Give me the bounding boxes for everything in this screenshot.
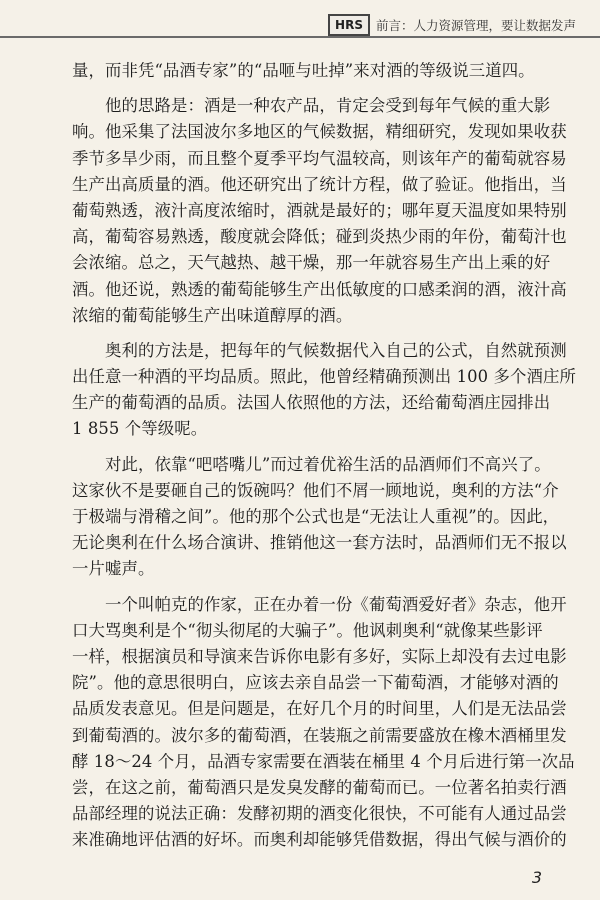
body-text [72,58,576,862]
text-line: 到葡萄酒的。波尔多的葡萄酒，在装瓶之前需要盛放在橡木酒桶里发 [72,725,567,745]
text-line: 出任意一种酒的平均品质。照此，他曾经精确预测出 100 多个酒庄所 [72,367,576,387]
text-line: 对此，依靠“吧嗒嘴儿”而过着优裕生活的品酒师们不高兴了。 [105,454,551,474]
text-line: 品部经理的说法正确：发酵初期的酒变化很快，不可能有人通过品尝 [72,804,567,824]
paragraph-5 [72,592,575,854]
paragraph-2 [72,93,567,329]
text-line: 生产出高质量的酒。他还研究出了统计方程，做了验证。他指出，当 [72,174,567,194]
text-line: 葡萄熟透，液汁高度浓缩时，酒就是最好的；哪年夏天温度如果特别 [72,200,567,220]
text-line: 1 855 个等级呢。 [72,419,208,439]
text-line: 于极端与滑稽之间”。他的那个公式也是“无法让人重视”的。因此， [72,507,560,526]
text-line: 他的思路是：酒是一种农产品，肯定会受到每年气候的重大影 [105,96,551,116]
text-line: 来准确地评估酒的好坏。而奥利却能够凭借数据，得出气候与酒价的 [72,830,567,850]
header-group [328,14,576,36]
text-line: 季节多旱少雨，而且整个夏季平均气温较高，则该年产的葡萄就容易 [72,148,567,168]
running-header [0,0,600,42]
text-line: 口大骂奥利是个“彻头彻尾的大骗子”。他讽刺奥利“就像某些影评 [72,620,543,640]
text-line: 尝，在这之前，葡萄酒只是发臭发酵的葡萄而已。一位著名拍卖行酒 [72,777,567,797]
hrs-badge: HRS [328,14,370,36]
text-line: 酒。他还说，熟透的葡萄能够生产出低敏度的口感柔润的酒，液汁高 [72,279,567,299]
chapter-title: 前言：人力资源管理，要让数据发声 [375,18,576,33]
paragraph-3 [72,338,576,443]
text-line: 酵 18～24 个月，品酒专家需要在酒装在桶里 4 个月后进行第一次品 [72,751,575,771]
text-line: 无论奥利在什么场合演讲、推销他这一套方法时，品酒师们无不报以 [72,533,567,553]
text-line: 浓缩的葡萄能够生产出味道醇厚的酒。 [72,305,353,325]
text-line: 会浓缩。总之，天气越热、越干燥，那一年就容易生产出上乘的好 [72,253,551,273]
page-number: 3 [531,868,542,887]
text-line: 一样，根据演员和导演来告诉你电影有多好，实际上却没有去过电影 [72,646,567,666]
text-line: 生产的葡萄酒的品质。法国人依照他的方法，还给葡萄酒庄园排出 [72,393,551,413]
text-line: 这家伙不是要砸自己的饭碗吗？他们不屑一顾地说，奥利的方法“介 [72,480,559,500]
text-line: 院”。他的意思很明白，应该去亲自品尝一下葡萄酒，才能够对酒的 [72,673,559,693]
text-line: 品质发表意见。但是问题是，在好几个月的时间里，人们是无法品尝 [72,699,567,719]
text-line: 一片嘘声。 [72,559,155,579]
header-rule [0,36,600,38]
text-line: 一个叫帕克的作家，正在办着一份《葡萄酒爱好者》杂志，他开 [105,594,567,614]
text-line: 奥利的方法是，把每年的气候数据代入自己的公式，自然就预测 [105,340,567,360]
paragraph-4 [72,452,567,583]
text-line: 量，而非凭“品酒专家”的“品咂与吐掉”来对酒的等级说三道四。 [72,61,535,80]
paragraph-1 [72,58,542,84]
text-line: 响。他采集了法国波尔多地区的气候数据，精细研究，发现如果收获 [72,122,567,142]
text-line: 高，葡萄容易熟透，酸度就会降低；碰到炎热少雨的年份，葡萄汁也 [72,227,567,247]
